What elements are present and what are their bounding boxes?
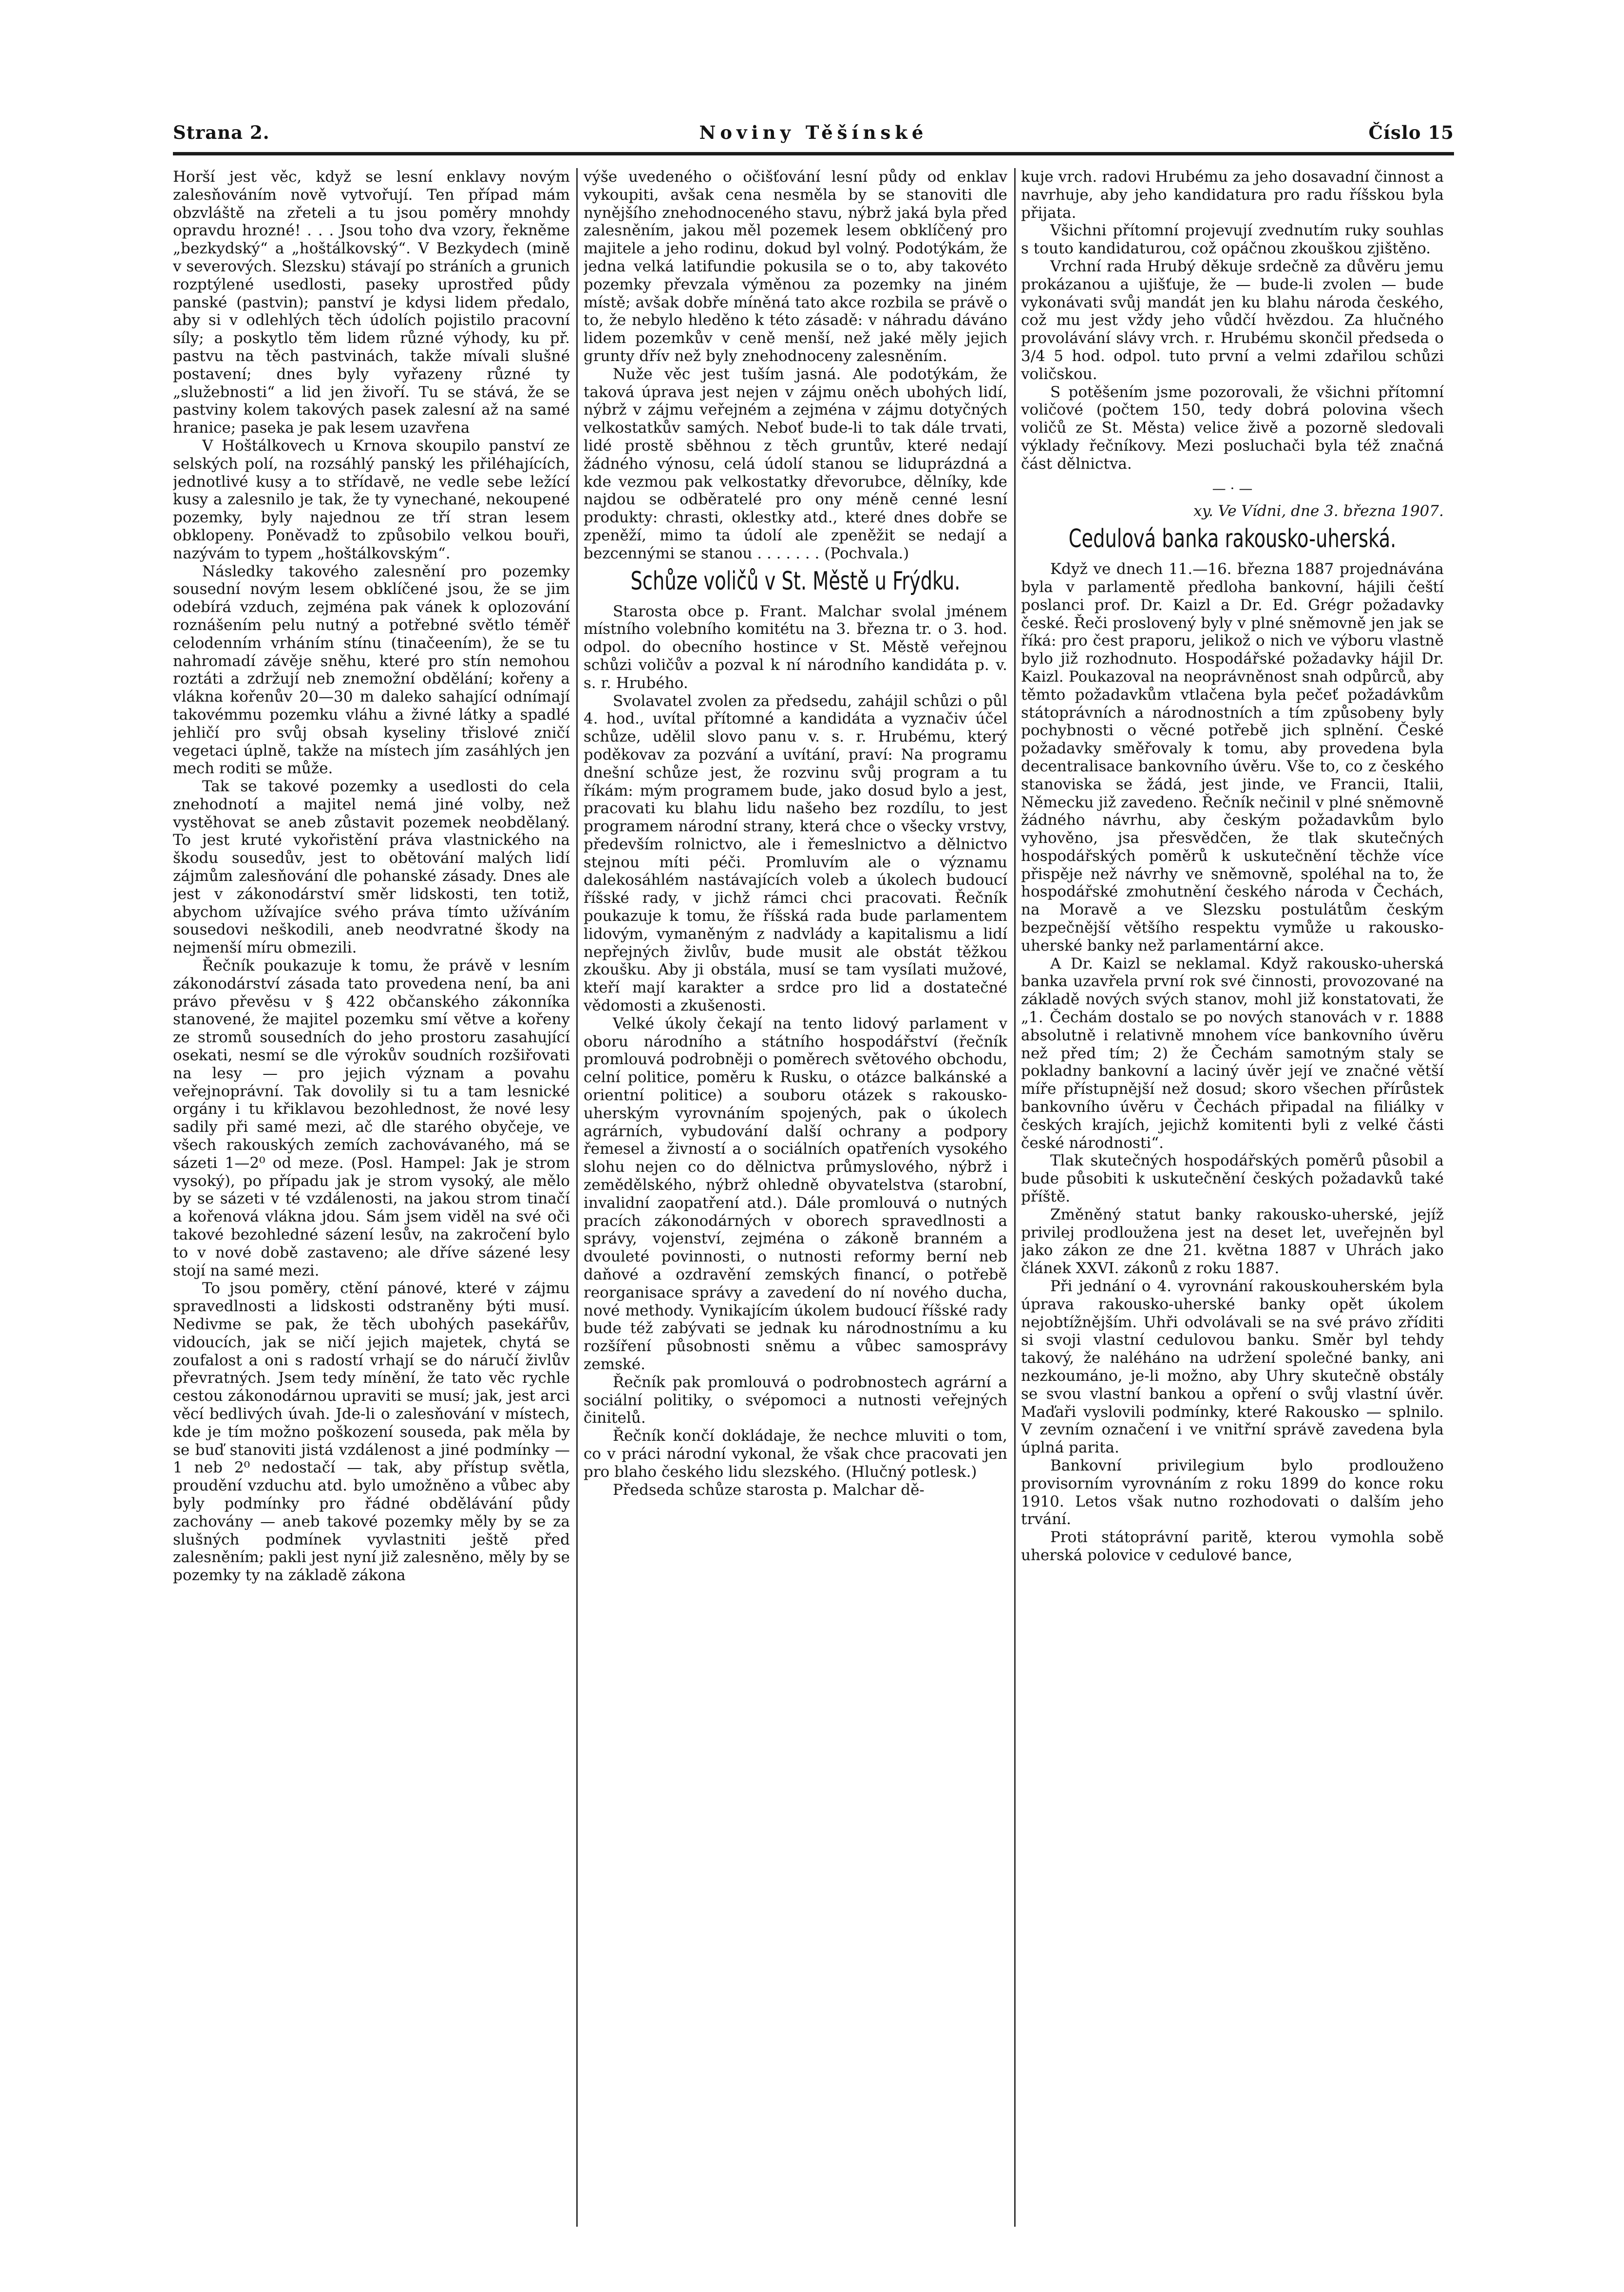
paragraph: Proti státoprávní paritě, kterou vymohla sobě uherská polovice v cedulové bance, <box>1021 1528 1444 1564</box>
paragraph: Řečník končí dokládaje, že nechce mluviti o tom, co v práci národní vykonal, že však chce pracovati jen pro blaho českého lidu slezského. (Hlučný potlesk.) <box>584 1427 1007 1481</box>
dateline: xy. Ve Vídni, dne 3. března 1907. <box>1193 502 1444 520</box>
paragraph: Všichni přítomní projevují zvednutím ruky souhlas s touto kandidaturou, což opáčnou zkouškou zjištěno. <box>1021 222 1444 258</box>
paragraph: Předseda schůze starosta p. Malchar dě- <box>613 1481 925 1499</box>
paragraph: Starosta obce p. Frant. Malchar svolal jménem místního volebního komitétu na 3. března tr. o 3. hod. odpol. do obecního hostince v St. Městě veřejnou schůzi voličův a pozval k ní národního kandidáta p. v. s. r. Hrubého. <box>584 602 1007 692</box>
paragraph: Tlak skutečných hospodářských poměrů působil a bude působiti k uskutečnění českých požadavků také příště. <box>1021 1152 1444 1206</box>
page-label: Strana 2. <box>173 122 270 143</box>
section-separator: — · — <box>1212 480 1253 497</box>
paragraph: Horší jest věc, když se lesní enklavy novým zalesňováním nově vytvořují. Ten případ mám obzvláště na zřeteli a tu jsou poměry mnohdy opravdu hrozné! . . . Jsou toho dva vzory, řekněme „bezkydský“ a „hoštálkovský“. V Bezkydech (mině v severových. Slezsku) stávají po stráních a grunich rozptýlené usedlosti, paseky uprostřed půdy panské (pastvin); panství je kdysi lidem předalo, aby si v odlehlých těch údolích pojistilo pracovní síly; a poskytlo těm lidem různé výhody, ku př. pastvu na těch pastvinách, takže mívali slušné postavení; dnes byly vyřazeny různé ty „služebnosti“ a lid jen živoří. Tu se stává, že se pastviny kolem takových pasek zalesní až na samé hranice; paseka je pak lesem uzavřena <box>173 168 570 437</box>
page-header <box>173 122 1454 151</box>
paragraph: kuje vrch. radovi Hrubému za jeho dosavadní činnost a navrhuje, aby jeho kandidatura pro radu říšskou byla přijata. <box>1021 168 1444 222</box>
paragraph: Vrchní rada Hrubý děkuje srdečně za důvěru jemu prokázanou a ujišťuje, že — bude-li zvolen — bude vykonávati svůj mandát jen ku blahu národa českého, což mu jest vždy jeho vůdčí hvězdou. Za hlučného provolávání slávy vrch. r. Hrubému skončil předseda o 3/4 5 hod. odpol. tuto první a velmi zdařilou schůzi voličskou. <box>1021 257 1444 383</box>
paragraph: Když ve dnech 11.—16. března 1887 projednávána byla v parlamentě předloha bankovní, hájili čeští poslanci prof. Dr. Kaizl a Dr. Ed. Grégr požadavky české. Řeči proslovený byly v plné sněmovně jen jak se říká: pro čest praporu, jelikož o nich ve výboru vlastně bylo již rozhodnuto. Hospodářské požadavky hájil Dr. Kaizl. Poukazoval na neoprávněnost snah odpůrců, aby těmto požadavkům vtlačena byla pečeť požadávkům státoprávních a národnostních a tím způsobeny byly pochybnosti o věcné potřebě jich splnění. České požadavky směřovaly k tomu, aby provedena byla decentralisace bankovního úvěru. Vše to, co z českého stanoviska se žádá, jest jinde, ve Francii, Italii, Německu již zavedeno. Řečník nečinil v plné sněmovně žádného návrhu, aby českým požadavkům bylo vyhověno, jsa přesvědčen, že tlak skutečných hospodářských poměrů k uskutečnění těchže více přispěje než návrhy ve sněmovně, spoléhal na to, že hospodářské zmohutnění českého národa v Čechách, na Moravě a ve Slezsku postulátům českým bezpečnější většího respektu vymůže u rakousko-uherské banky než parlamentární akce. <box>1021 560 1444 955</box>
column-3 <box>1021 168 1444 2229</box>
paragraph: Změněný statut banky rakousko-uherské, jejíž privilej prodloužena jest na deset let, uveřejněn byl jako zákon ze dne 21. května 1887 v Uhrách jako článek XXVI. zákonů z roku 1887. <box>1021 1205 1444 1278</box>
paragraph: Svolavatel zvolen za předsedu, zahájil schůzi o půl 4. hod., uvítal přítomné a kandidáta a vyznačiv účel schůze, udělil slovo panu v. s. r. Hrubému, který poděkovav za pozvání a uvítání, praví: Na programu dnešní schůze jest, že rozvinu svůj program a tu říkám: mým programem bude, jako dosud bylo a jest, pracovati ku blahu lidu našeho bez rozdílu, to jest programem národní strany, která chce o všecky vrstvy, především rolnictvo, ale i řemeslnictvo a dělnictvo stejnou míti péči. Promluvím ale o významu dalekosáhlém nastávajících voleb a úkolech budoucí říšské rady, v jichž rámci chci pracovati. Řečník poukazuje k tomu, že říšská rada bude parlamentem lidovým, vymaněným z nadvlády a kapitalismu a lidí nepřejných živlův, bude musit ale obstát těžkou zkoušku. Aby ji obstála, musí se tam vysílati mužové, kteří mají karakter a srdce pro lid a dostatečné vědomosti a zkušenosti. <box>584 692 1007 1015</box>
paragraph: Nuže věc jest tuším jasná. Ale podotýkám, že taková úprava jest nejen v zájmu oněch ubohých lidí, nýbrž v zájmu veřejném a zejména v zájmu dotyčných velkostatkův samých. Neboť bude-li to tak dále trvati, lidé prostě sběhnou z těch gruntův, které nedají žádného výnosu, celá údolí stanou se liduprázdná a kde vezmou pak velkostatky dřevorubce, dělníky, kde najdou se odběratelé pro ony méně cenné lesní produkty: chrasti, oklestky atd., které dnes dobře se zpeněží, mimo ta údolí ale zpeněžit se nedají a bezcennými se stanou . . . . . . . (Pochvala.) <box>584 365 1007 562</box>
paragraph: Tak se takové pozemky a usedlosti do cela znehodnotí a majitel nemá jiné volby, než vystěhovat se aneb zůstavit pozemek neobdělaný. To jest kruté vykořistění práva vlastnického na škodu sousedův, jest to obětování malých lidí zájmům zalesňování dle pohanské zásady. Dnes ale jest v zákonodárství směr lidskosti, ten totiž, abychom užívajíce svého práva tímto užíváním sousedovi neškodili, aneb neodvratné škody na nejmenší míru obmezili. <box>173 778 570 957</box>
paragraph: Řečník poukazuje k tomu, že právě v lesním zákonodárství zásada tato provedena není, ba ani právo převěsu v § 422 občanského zákonníka stanovené, že majitel pozemku smí větve a kořeny ze stromů sousedních do jeho prostoru zasahující osekati, nesmí se dle výrokův soudních rozšiřovati na lesy — pro jejich význam a povahu veřejnoprávní. Tak dovolily si tu a tam lesnické orgány i tu křiklavou bezohlednost, že nové lesy sadily při samé mezi, ač dle starého obyčeje, ve všech rakouských zemích zachovávaného, má se sázeti 1—2⁰ od meze. (Posl. Hampel: Jak je strom vysoký), po případu jak je strom vysoký, ale mělo by se sázeti v té vzdálenosti, na jakou strom tinačí a kořenová vlákna jdou. Sám jsem viděl na své oči takové bezohledné sázení lesův, na zakročení bylo to v nové době zastaveno; ale dříve sázené lesy stojí na samé mezi. <box>173 957 570 1280</box>
article-headline: Schůze voličů v St. Městě u Frýdku. <box>630 566 961 596</box>
issue-number: Číslo 15 <box>1368 122 1454 143</box>
column-divider-2 <box>1014 168 1016 2227</box>
paragraph: Bankovní privilegium bylo prodlouženo provisorním vyrovnáním z roku 1899 do konce roku 1910. Letos však nutno rozhodovati o dalším jeho trvání. <box>1021 1456 1444 1528</box>
paragraph: Při jednání o 4. vyrovnání rakouskouherském byla úprava rakousko-uherské banky opět úkolem nejobtížnějším. Uhři odvolávali se na své právo zříditi si svoji vlastní cedulovou banku. Směr byl tehdy takový, že naléháno na udržení společné banky, ani nezkoumáno, je-li možno, aby Uhry skutečně obstály se svou vlastní bankou a opření o svůj vlastní úvěr. Maďaři vyslovili podmínky, které Rakousko — splnilo. V zevním označení i ve vnitřní správě zavedena byla úplná parita. <box>1021 1278 1444 1457</box>
paragraph: S potěšením jsme pozorovali, že všichni přítomní voličové (počtem 150, tedy dobrá polovina všech voličů ze St. Města) velice živě a pozorně sledovali výklady řečníkovy. Mezi posluchači byla též značná část dělnictva. <box>1021 383 1444 473</box>
column-divider-1 <box>576 168 578 2227</box>
column-1 <box>173 168 570 2229</box>
paragraph: Následky takového zalesnění pro pozemky sousední novým lesem obklíčené jsou, že se jim odebírá vzduch, zejména pak vánek k oplozování roznášením pelu nutný a potřebné světlo téměř celodenním vrháním stínu (tinačeením), že se tu nahromadí závěje sněhu, které pro stín nemohou roztáti a zdržují neb znemožní obdělání; kořeny a vlákna kořenův 20—30 m daleko sahající odnímají takovémmu pozemku vláhu a živné látky a spadlé jehličí pro svůj obsah kyseliny třislové zničí vegetaci úplně, takže na místech jím zasáhlých jen mech roditi se může. <box>173 562 570 778</box>
paragraph: To jsou poměry, ctění pánové, které v zájmu spravedlnosti a lidskosti odstraněny býti musí. Nedivme se pak, že těch ubohých pasekářův, vidoucích, jak se ničí jejich majetek, chytá se zoufalost a oni s radostí vrhají se do náručí živlův převratných. Jsem tedy mínění, že tato věc rychle cestou zákonodárnou upraviti se musí; jak, jest arci věcí bedlivých úvah. Jde-li o zalesňování v místech, kde je tím možno poškození souseda, pak měla by se buď stanoviti jistá vzdálenost a jiné podmínky — 1 neb 2⁰ nedostačí — tak, aby přístup světla, proudění vzduchu atd. bylo umožněno a vůbec aby byly podmínky pro řádné obdělávání půdy zachovány — aneb takové pozemky měly by se za slušných podmínek vyvlastniti ještě před zalesněním; pakli jest nyní již zalesněno, měly by se pozemky ty na základě zákona <box>173 1280 570 1585</box>
article-headline: Cedulová banka rakousko-uherská. <box>1068 524 1397 554</box>
paragraph: V Hoštálkovech u Krnova skoupilo panství ze selských polí, na rozsáhlý panský les přiléhajících, jednotlivé kusy a to střídavě, ne vedle sebe ležící kusy a zalesnilo je tak, že ty vynechané, nekoupené pozemky, byly najednou ze tří stran lesem obklopeny. Poněvadž to způsobilo velkou bouři, nazývám to typem „hoštálkovským“. <box>173 437 570 562</box>
paragraph: A Dr. Kaizl se neklamal. Když rakousko-uherská banka uzavřela první rok své činnosti, provozované na základě nových svých stanov, mohl již konstatovati, že „1. Čechám dostalo se po nových stanovách v r. 1888 absolutně i relativně mnohem více bankovního úvěru než před tím; 2) že Čechám samotným staly se pokladny bankovní a laciný úvěr její ve značné větší míře přístupnější než dosud; skoro všechen přírůstek bankovního úvěru v Čechách připadal na filiálky v českých krajích, jejichž komitenti byli z velké části české národnosti“. <box>1021 955 1444 1152</box>
column-2 <box>584 168 1007 2229</box>
paragraph: Velké úkoly čekají na tento lidový parlament v oboru národního a státního hospodářství (řečník promlouvá podrobněji o poměrech světového obchodu, celní politice, poměru k Rusku, o otázce balkánské a orientní politice) a souboru otázek s rakousko-uherským vyrovnáním spojených, pak o úkolech agrárních, vybudování další ochrany a podpory řemesel a živností a o sociálních opatřeních vysokého slohu nejen co do dělnictva průmyslového, nýbrž i zemědělského, nýbrž ohledně obyvatelstva (starobní, invalidní zaopatření atd.). Dále promlouvá o nutných pracích zákonodárných v oborech spravedlnosti a správy, vojenství, zejména o zákoně branném a dvouleté povinnosti, o nutnosti reformy berní neb daňové a ozdravění zemských financí, o potřebě reorganisace správy a zavedení do ní nového ducha, nové methody. Vynikajícím úkolem budoucí říšské rady bude též zabývati se jednak ku národnostnímu a ku rozšíření působnosti sněmu a vůbec samosprávy zemské. <box>584 1014 1007 1373</box>
paragraph: Řečník pak promlouvá o podrobnostech agrární a sociální politiky, o svépomoci a nutnosti veřejných činitelů. <box>584 1373 1007 1427</box>
header-rule <box>173 152 1454 155</box>
paragraph: výše uvedeného o očišťování lesní půdy od enklav vykoupiti, avšak cena nesměla by se stanoviti dle nynějšího znehodnoceného stavu, nýbrž jaká byla před zalesněním, jakou měl pozemek lesem obklíčený pro majitele a jeho rodinu, dokud byl volný. Podotýkám, že jedna velká latifundie pokusila se o to, aby takovéto pozemky převzala výměnou za pozemky na jiném místě; avšak dobře míněná tato akce rozbila se právě o to, že nebylo hleděno k této zásadě: v náhradu dáváno lidem pozemkův v ceně menší, než jaké měly jejich grunty dřív než byly znehodnoceny zalesněním. <box>584 168 1007 365</box>
newspaper-title: Noviny Těšínské <box>699 122 928 143</box>
